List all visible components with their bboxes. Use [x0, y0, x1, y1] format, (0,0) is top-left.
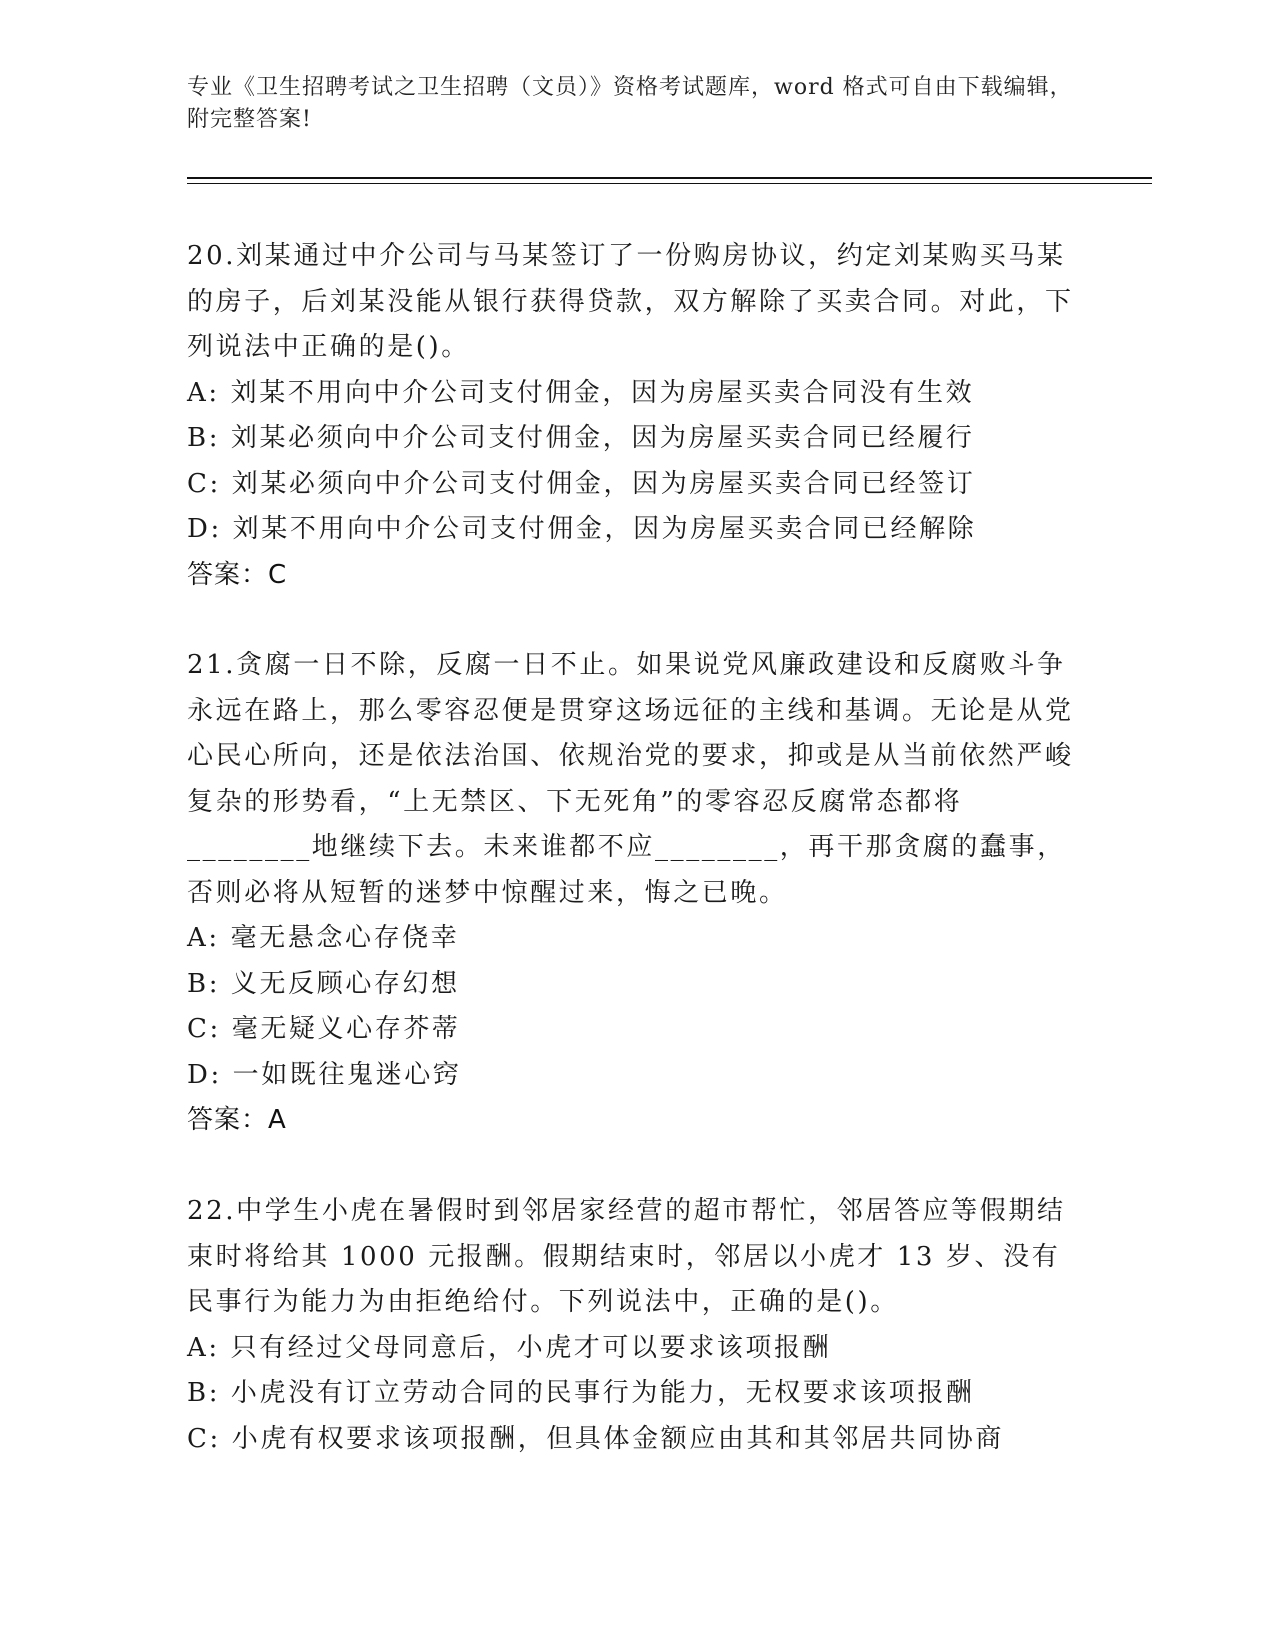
question-22	[187, 1189, 1087, 1462]
answer-label: 答案：C	[187, 559, 288, 590]
question-stem: 21.贪腐一日不除，反腐一日不止。如果说党风廉政建设和反腐败斗争永远在路上，那么零容忍便是贯穿这场远征的主线和基调。无论是从党心民心所向，还是依法治国、依规治党的要求，抑或是从当前依然严峻复杂的形势看，“上无禁区、下无死角”的零容忍反腐常态都将________地继续下去。未来谁都不应________，再干那贪腐的蠢事，否则必将从短暂的迷梦中惊醒过来，悔之已晚。	[187, 650, 1074, 908]
header-rule-thin	[187, 183, 1152, 184]
option-d: D: 刘某不用向中介公司支付佣金，因为房屋买卖合同已经解除	[187, 514, 977, 544]
option-b: B: 小虎没有订立劳动合同的民事行为能力，无权要求该项报酬	[187, 1378, 975, 1408]
option-b: B: 刘某必须向中介公司支付佣金，因为房屋买卖合同已经履行	[187, 423, 975, 453]
option-c: C: 刘某必须向中介公司支付佣金，因为房屋买卖合同已经签订	[187, 468, 976, 499]
option-d: D: 一如既往鬼迷心窍	[187, 1059, 462, 1090]
option-a: A: 毫无悬念心存侥幸	[187, 923, 460, 953]
question-stem: 20.刘某通过中介公司与马某签订了一份购房协议，约定刘某购买马某的房子，后刘某没能从银行获得贷款，双方解除了买卖合同。对此，下列说法中正确的是()。	[187, 241, 1074, 362]
question-21	[187, 643, 1087, 1144]
question-20	[187, 234, 1087, 598]
option-c: C: 毫无疑义心存芥蒂	[187, 1014, 461, 1044]
answer-label: 答案：A	[187, 1105, 287, 1135]
option-c: C: 小虎有权要求该项报酬，但具体金额应由其和其邻居共同协商	[187, 1423, 1004, 1454]
option-a: A: 只有经过父母同意后，小虎才可以要求该项报酬	[187, 1332, 832, 1363]
option-b: B: 义无反顾心存幻想	[187, 968, 460, 999]
question-stem: 22.中学生小虎在暑假时到邻居家经营的超市帮忙，邻居答应等假期结束时将给其 1000 元报酬。假期结束时，邻居以小虎才 13 岁、没有民事行为能力为由拒绝给付。下列说法中，正确的是()。	[187, 1196, 1066, 1317]
header-rule-thick	[187, 177, 1152, 179]
page-header: 专业《卫生招聘考试之卫生招聘（文员）》资格考试题库，word 格式可自由下载编辑，附完整答案!	[187, 75, 1073, 132]
option-a: A: 刘某不用向中介公司支付佣金，因为房屋买卖合同没有生效	[187, 377, 975, 408]
